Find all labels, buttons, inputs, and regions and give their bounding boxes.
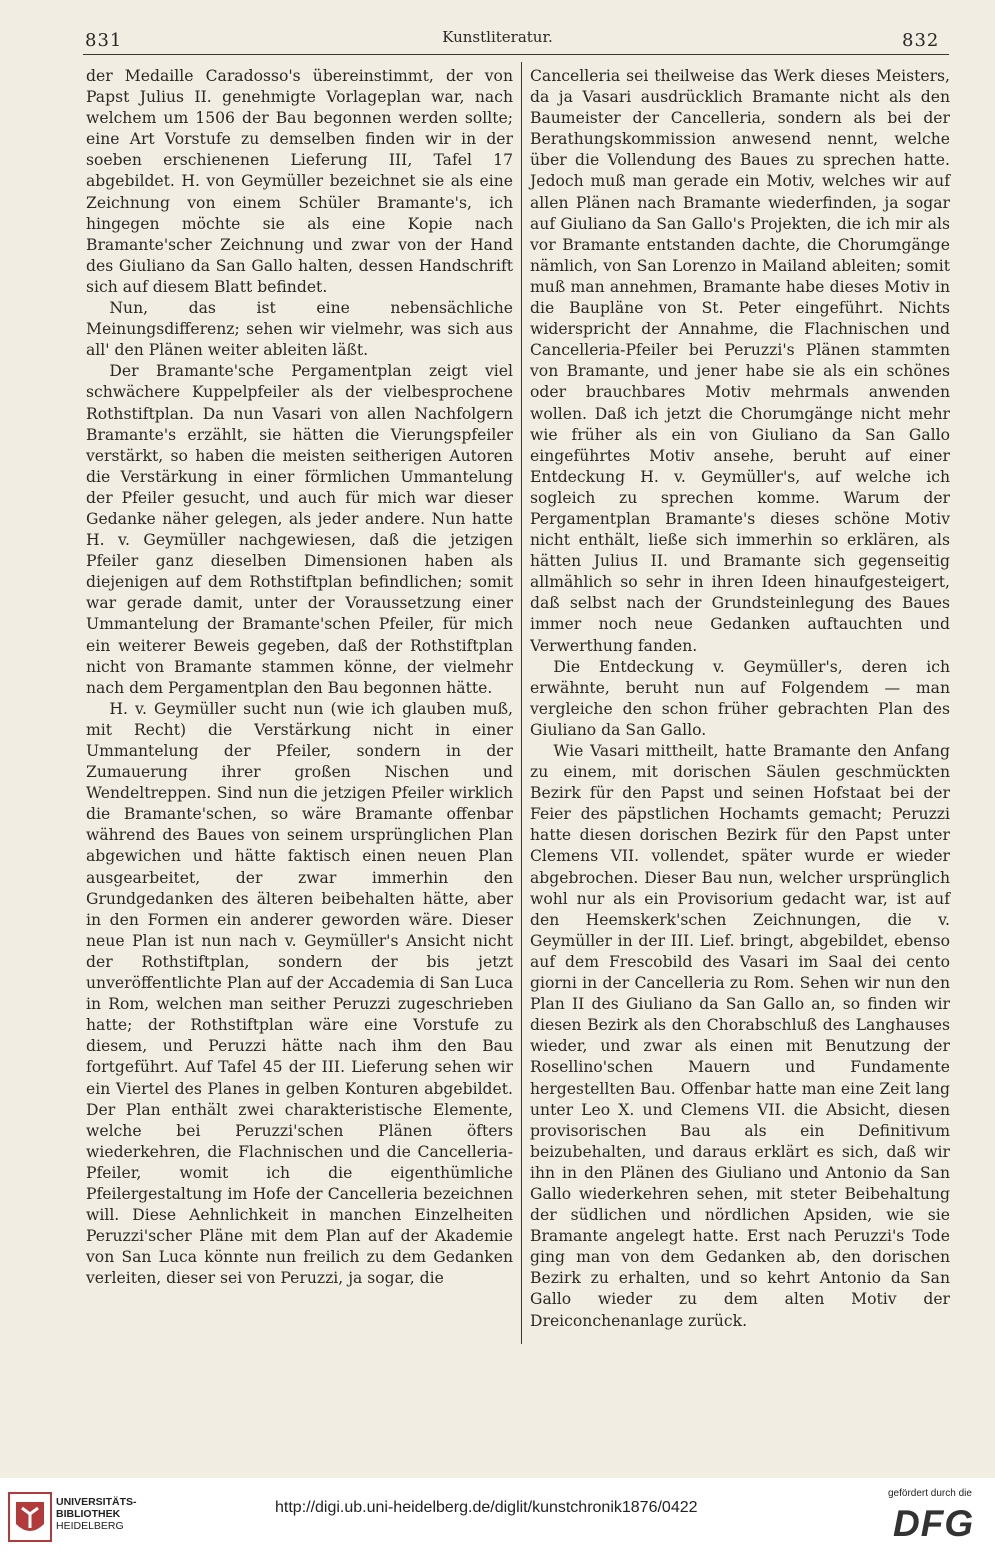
digitization-footer	[0, 1478, 995, 1554]
text-column-right	[530, 66, 950, 1332]
dfg-logo: DFG	[893, 1503, 975, 1544]
header-rule	[83, 54, 949, 55]
paragraph: Die Entdeckung v. Geymüller's, deren ich erwähnte, beruht nun auf Folgendem — man vergleiche den schon früher gebrachten Plan des Giuliano da San Gallo.	[530, 657, 950, 739]
page-number-left: 831	[85, 30, 123, 51]
text-column-left	[86, 66, 513, 1289]
paragraph: Cancelleria sei theilweise das Werk dieses Meisters, da ja Vasari ausdrücklich Bramante nicht als den Baumeister der Cancelleria, sondern als bei der Berathungskommission anwesend nennt, welche über die Vollendung des Baues zu sprechen hatte. Jedoch muß man gerade ein Motiv, welches wir auf allen Plänen nach Bramante wiederfinden, ja sogar auf Giuliano da San Gallo's Projekten, die ich mir als vor Bramante entstanden dachte, die Chorumgänge nämlich, von San Lorenzo in Mailand ableiten; somit muß man annehmen, Bramante habe dieses Motiv in die Baupläne von St. Peter eingeführt. Nichts widerspricht der Annahme, die Flachnischen und Cancelleria-Pfeiler bei Peruzzi's Plänen stammten von Bramante, und jener habe sie als ein schönes oder brauchbares Motiv mehrmals anwenden wollen. Daß ich jetzt die Chorumgänge nicht mehr wie früher als ein von Giuliano da San Gallo eingeführtes Motiv ansehe, beruht auf einer Entdeckung H. v. Geymüller's, auf welche ich sogleich zu sprechen komme. Warum der Pergamentplan Bramante's dieses schöne Motiv nicht enthält, ließe sich immerhin so erklären, als hätten Julius II. und Bramante sich gegenseitig allmählich so sehr in ihren Ideen hinaufgesteigert, daß selbst nach der Grundsteinlegung des Baues immer noch neue Gedanken auftauchten und Verwerthung fanden.	[530, 67, 950, 655]
paragraph: Der Bramante'sche Pergamentplan zeigt viel schwächere Kuppelpfeiler als der vielbesprochene Rothstiftplan. Da nun Vasari von allen Nachfolgern Bramante's erzählt, sie hätten die Vierungspfeiler verstärkt, so haben die meisten seitherigen Autoren die Verstärkung in einer förmlichen Ummantelung der Pfeiler gesucht, und auch für mich war dieser Gedanke näher gelegen, als jeder andere. Nun hatte H. v. Geymüller nachgewiesen, daß die jetzigen Pfeiler ganz dieselben Dimensionen haben als diejenigen auf dem Rothstiftplan befindlichen; somit war gerade damit, unter der Voraussetzung einer Ummantelung der Bramante'schen Pfeiler, für mich ein weiterer Beweis gegeben, daß der Rothstiftplan nicht von Bramante stammen könne, der vielmehr nach dem Pergamentplan den Bau begonnen hätte.	[86, 362, 513, 697]
library-name: UNIVERSITÄTS- BIBLIOTHEK HEIDELBERG	[56, 1496, 137, 1532]
source-url-link[interactable]: http://digi.ub.uni-heidelberg.de/diglit/kunstchronik1876/0422	[275, 1499, 698, 1516]
column-divider	[521, 62, 522, 1344]
paragraph: Nun, das ist eine nebensächliche Meinungsdifferenz; sehen wir vielmehr, was sich aus all' den Plänen weiter ableiten läßt.	[86, 299, 513, 360]
university-library-seal-icon	[8, 1492, 52, 1542]
running-head	[0, 0, 995, 60]
paragraph: Wie Vasari mittheilt, hatte Bramante den Anfang zu einem, mit dorischen Säulen geschmückten Bezirk für den Papst und seinen Hofstaat bei der Feier des päpstlichen Hochamts gemacht; Peruzzi hatte diesen dorischen Bezirk für den Papst unter Clemens VII. vollendet, später wurde er wieder abgebrochen. Dieser Bau nun, welcher ursprünglich wohl nur als ein Provisorium gedacht war, ist auf den Heemskerk'schen Zeichnungen, die v. Geymüller in der III. Lief. bringt, abgebildet, ebenso auf dem Frescobild des Vasari im Saal dei cento giorni in der Cancelleria zu Rom. Sehen wir nun den Plan II des Giuliano da San Gallo an, so finden wir diesen Bezirk als den Chorabschluß des Langhauses wieder, und zwar als einen mit Benutzung der Rosellino'schen Mauern und Fundamente hergestellten Bau. Offenbar hatte man eine Zeit lang unter Leo X. und Clemens VII. die Absicht, diesen provisorischen Bau als ein Definitivum beizubehalten, und daraus erklärt es sich, daß wir ihn in den Plänen des Giuliano und Antonio da San Gallo wiederkehren sehen, mit steter Beibehaltung der südlichen und nördlichen Apsiden, wie sie Bramante angelegt hatte. Erst nach Peruzzi's Tode ging man von dem Gedanken ab, den dorischen Bezirk zu erhalten, und so kehrt Antonio da San Gallo wieder zu dem alten Motiv der Dreiconchenanlage zurück.	[530, 742, 950, 1330]
paragraph: H. v. Geymüller sucht nun (wie ich glauben muß, mit Recht) die Verstärkung nicht in einer Ummantelung der Pfeiler, sondern in der Zumauerung ihrer großen Nischen und Wendeltreppen. Sind nun die jetzigen Pfeiler wirklich die Bramante'schen, so wäre Bramante offenbar während des Baues von seinem ursprünglichen Plan abgewichen und hätte faktisch einen neuen Plan ausgearbeitet, der zwar immerhin den Grundgedanken des älteren beibehalten hätte, aber in den Formen ein anderer geworden wäre. Dieser neue Plan ist nun nach v. Geymüller's Ansicht nicht der Rothstiftplan, sondern der bis jetzt unveröffentlichte Plan auf der Accademia di San Luca in Rom, welchen man seither Peruzzi zugeschrieben hatte; der Rothstiftplan wäre eine Vorstufe zu diesem, und Peruzzi hätte nach ihm den Bau fortgeführt. Auf Tafel 45 der III. Lieferung sehen wir ein Viertel des Planes in gelben Konturen abgebildet. Der Plan enthält zwei charakteristische Elemente, welche bei Peruzzi'schen Plänen öfters wiederkehren, die Flachnischen und die Cancelleria-Pfeiler, womit ich die eigenthümliche Pfeilergestaltung im Hofe der Cancelleria bezeichnen will. Diese Aehnlichkeit in manchen Einzelheiten Peruzzi'scher Pläne mit dem Plan auf der Akademie von San Luca könnte nun freilich zu dem Gedanken verleiten, dieser sei von Peruzzi, ja sogar, die	[86, 699, 513, 1288]
paragraph: der Medaille Caradosso's übereinstimmt, der von Papst Julius II. genehmigte Vorlageplan war, nach welchem um 1506 der Bau begonnen werden sollte; eine Art Vorstufe zu demselben finden wir in der soeben erschienenen Lieferung III, Tafel 17 abgebildet. H. von Geymüller bezeichnet sie als eine Zeichnung von einem Schüler Bramante's, ich hingegen möchte sie als eine Kopie nach Bramante'scher Zeichnung und zwar von der Hand des Giuliano da San Gallo halten, dessen Handschrift sich auf diesem Blatt befindet.	[86, 67, 513, 296]
funded-by-label: gefördert durch die	[888, 1488, 972, 1499]
running-title: Kunstliteratur.	[442, 28, 553, 46]
page-number-right: 832	[902, 30, 940, 51]
